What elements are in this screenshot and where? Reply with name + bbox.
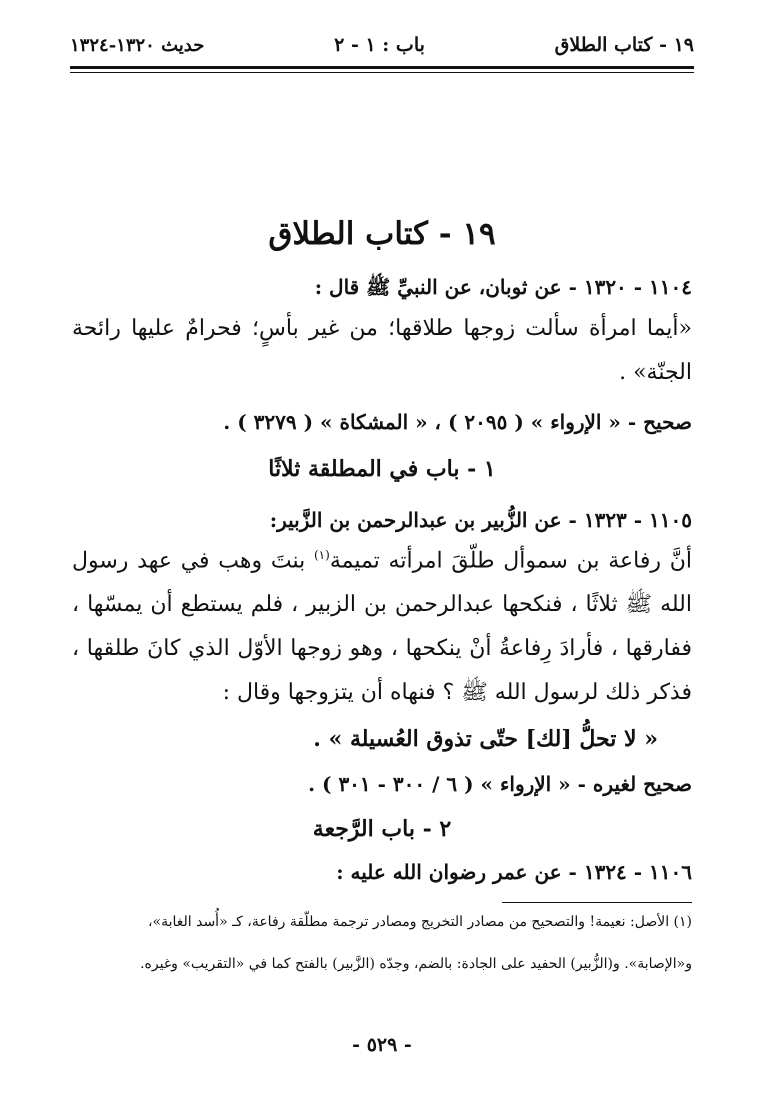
chapter-2-heading: ٢ - باب الرَّجعة [312, 816, 452, 842]
hadith-1104-text-2: الجنّة» . [619, 360, 692, 385]
hadith-1104-intro: ١١٠٤ - ١٣٢٠ - عن ثوبان، عن النبيِّ ﷺ قال : [314, 275, 692, 299]
hadith-1105-line-4: فذكر ذلك لرسول الله ﷺ ؟ فنهاه أن يتزوجها وقال : [222, 680, 692, 705]
hadith-1104-text-1: «أيما امرأة سألت زوجها طلاقها؛ من غير بأسٍ؛ فحرامٌ عليها رائحة [72, 316, 692, 341]
header-rule-thick [70, 66, 694, 69]
header-chapter: ١٩ - كتاب الطلاق [554, 34, 694, 56]
chapter-1-heading: ١ - باب في المطلقة ثلاثًا [268, 456, 496, 482]
hadith-1105-line-2: الله ﷺ ثلاثًا ، فنكحها عبدالرحمن بن الزبير ، فلم يستطع أن يمسّها ، [72, 592, 692, 617]
page-number: - ٥٢٩ - [352, 1034, 412, 1056]
footnote-line-2: و«الإصابة». و(الزُّبير) الحفيد على الجادة: بالضم، وجدّه (الزَّبير) بالفتح كما في «التقريب» وغيره. [140, 956, 692, 972]
header-bab: باب : ١ - ٢ [334, 34, 425, 56]
book-title: ١٩ - كتاب الطلاق [268, 216, 496, 252]
header-hadith-range: حديث ١٣٢٠-١٣٢٤ [70, 34, 205, 56]
hadith-1105-intro: ١١٠٥ - ١٣٢٣ - عن الزُّبير بن عبدالرحمن بن الزَّبير: [269, 508, 692, 532]
footnote-line-1: (١) الأصل: نعيمة! والتصحيح من مصادر التخريج ومصادر ترجمة مطلّقة رفاعة، كـ «أُسد الغابة»، [147, 914, 692, 930]
hadith-1106-intro: ١١٠٦ - ١٣٢٤ - عن عمر رضوان الله عليه : [336, 860, 692, 884]
hadith-1105-grading: صحيح لغيره - « الإرواء » ( ٦ / ٣٠٠ - ٣٠١ ) . [308, 772, 692, 796]
hadith-1105-line-1b: بنتَ وهب في عهد رسول [72, 548, 314, 574]
hadith-1105-line-1a: أنَّ رفاعة بن سموأل طلّقَ امرأته تميمة [329, 548, 692, 574]
running-header [70, 30, 694, 60]
hadith-1105-quote: « لا تحلُّ [لك] حتّى تذوق العُسيلة » . [313, 726, 658, 752]
hadith-1105-line-3: ففارقها ، فأرادَ رِفاعةُ أنْ ينكحها ، وهو زوجها الأوّل الذي كانَ طلقها ، [72, 636, 692, 661]
footnote-rule [502, 902, 692, 903]
hadith-1104-grading: صحيح - « الإرواء » ( ٢٠٩٥ ) ، « المشكاة » ( ٣٢٧٩ ) . [223, 410, 692, 434]
hadith-1105-line-1 [72, 548, 692, 575]
header-rule-thin [70, 72, 694, 73]
footnote-marker: (١) [313, 548, 330, 562]
